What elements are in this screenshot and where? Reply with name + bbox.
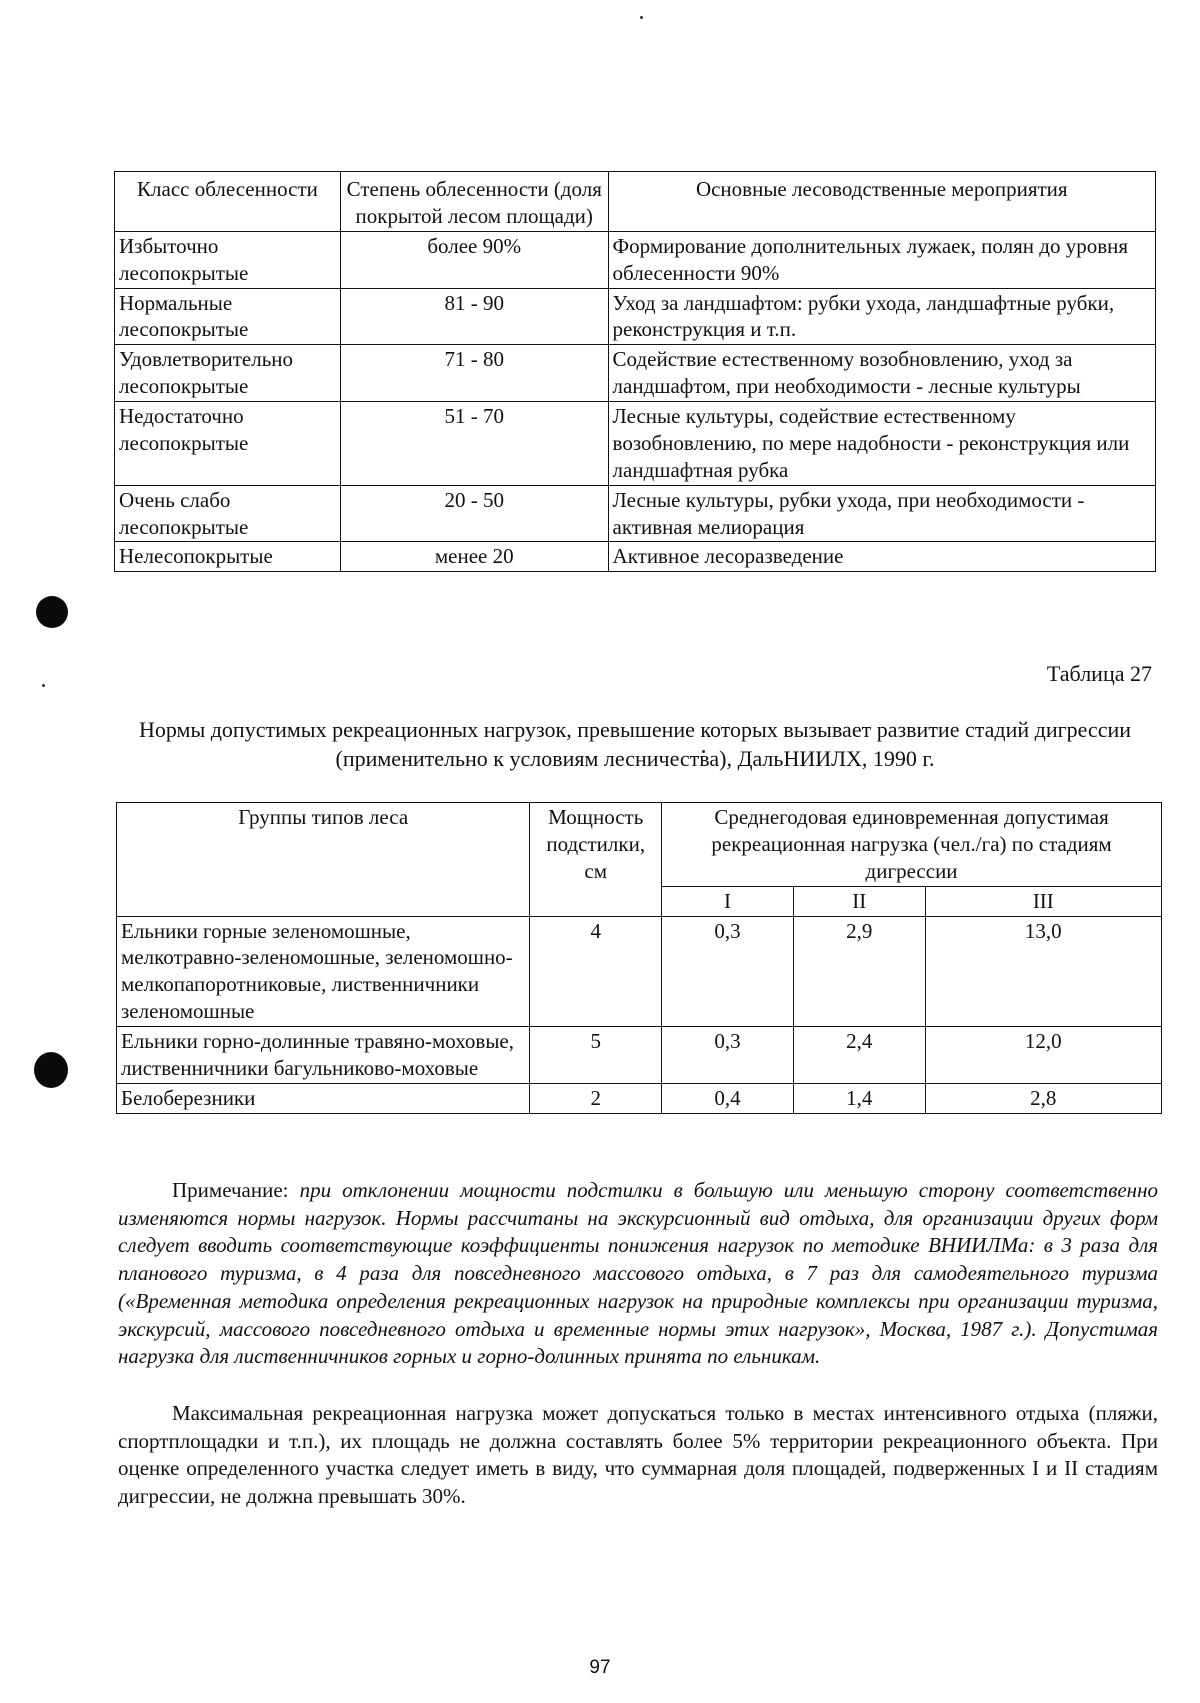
table-row	[115, 288, 1156, 345]
table-header-cell: Основные лесоводственные мероприятия	[608, 172, 1155, 232]
table-header-cell: Среднегодовая единовременная допустимая рекреационная нагрузка (чел./га) по стадиям дигрессии	[662, 803, 1162, 887]
table-note	[118, 1177, 1158, 1371]
table-row	[117, 916, 1162, 1027]
table-cell: 51 - 70	[340, 402, 608, 486]
table-number: Таблица 27	[1046, 661, 1152, 686]
table-cell: 0,4	[662, 1083, 794, 1113]
table-cell: Содействие естественному возобновлению, уход за ландшафтом, при необходимости - лесные культуры	[608, 345, 1155, 402]
table-cell: 2,4	[793, 1027, 925, 1084]
table-cell: 71 - 80	[340, 345, 608, 402]
table-cell: менее 20	[340, 542, 608, 572]
table-row	[115, 345, 1156, 402]
table-cell: 5	[530, 1027, 662, 1084]
table-title: Нормы допустимых рекреационных нагрузок, превышение которых вызывает развитие стадий дигрессии (применительно к условиям лесничества), ДальНИИЛХ, 1990 г.	[138, 717, 1132, 771]
table-cell: 0,3	[662, 916, 794, 1027]
table-cell: Недостаточно лесопокрытые	[115, 402, 341, 486]
scan-speck	[640, 16, 643, 19]
body-paragraph: Максимальная рекреационная нагрузка может допускаться только в местах интенсивного отдыха (пляжи, спортплощадки и т.п.), их площадь не должна составлять более 5% территории рекреационного объекта. При оценке определенного участка следует иметь в виду, что суммарная доля площадей, подверженных I и II стадиям дигрессии, не должна превышать 30%.	[118, 1401, 1158, 1509]
punch-hole-mark	[36, 596, 68, 628]
table-row	[115, 485, 1156, 542]
table-cell: Формирование дополнительных лужаек, полян до уровня облесенности 90%	[608, 231, 1155, 288]
table-cell: Ельники горно-долинные травяно-моховые, лиственничники багульниково-моховые	[117, 1027, 530, 1084]
table-cell: Лесные культуры, содействие естественному возобновлению, по мере надобности - реконструкция или ландшафтная рубка	[608, 402, 1155, 486]
forest-cover-table	[114, 171, 1156, 572]
table-header-cell: Степень облесенности (доля покрытой лесом площади)	[340, 172, 608, 232]
table-cell: 12,0	[925, 1027, 1161, 1084]
table-cell: Активное лесоразведение	[608, 542, 1155, 572]
stage-header: III	[925, 886, 1161, 916]
stage-header: I	[662, 886, 794, 916]
table-cell: 81 - 90	[340, 288, 608, 345]
table-header-row	[117, 803, 1162, 887]
table-cell: Уход за ландшафтом: рубки ухода, ландшафтные рубки, реконструкция и т.п.	[608, 288, 1155, 345]
table-cell: Нелесопокрытые	[115, 542, 341, 572]
table-row	[115, 402, 1156, 486]
note-text: при отклонении мощности подстилки в большую или меньшую сторону соответственно изменяются нормы нагрузок. Нормы рассчитаны на экскурсионный вид отдыха, для организации других форм следует вводить соответствующие коэффициенты понижения нагрузок по методике ВНИИЛМа: в 3 раза для планового туризма, в 4 раза для повседневного массового отдыха, в 7 раз для самодеятельного туризма («Временная методика определения рекреационных нагрузок на природные комплексы при организации туризма, экскурсий, массового повседневного отдыха и временные нормы этих нагрузок», Москва, 1987 г.). Допустимая нагрузка для лиственничников горных и горно-долинных принята по ельникам.	[118, 1178, 1158, 1369]
table-cell: 4	[530, 916, 662, 1027]
table-header-cell: Класс облесенности	[115, 172, 341, 232]
table-cell: более 90%	[340, 231, 608, 288]
table-cell: 13,0	[925, 916, 1161, 1027]
table-row	[117, 1027, 1162, 1084]
table-header-cell: Мощность подстилки, см	[530, 803, 662, 917]
note-label: Примечание:	[172, 1178, 289, 1202]
table-cell: 0,3	[662, 1027, 794, 1084]
table-row	[115, 542, 1156, 572]
table-cell: 20 - 50	[340, 485, 608, 542]
table-cell: Лесные культуры, рубки ухода, при необходимости - активная мелиорация	[608, 485, 1155, 542]
table-row	[117, 1083, 1162, 1113]
stage-header: II	[793, 886, 925, 916]
table-cell: Белоберезники	[117, 1083, 530, 1113]
table-cell: 2	[530, 1083, 662, 1113]
table-cell: Очень слабо лесопокрытые	[115, 485, 341, 542]
recreational-load-table	[116, 802, 1162, 1114]
table-header-cell: Группы типов леса	[117, 803, 530, 917]
table-header-row	[115, 172, 1156, 232]
table-cell: Избыточно лесопокрытые	[115, 231, 341, 288]
table-cell: Нормальные лесопокрытые	[115, 288, 341, 345]
table-cell: 2,8	[925, 1083, 1161, 1113]
table-cell: Удовлетворительно лесопокрытые	[115, 345, 341, 402]
scan-speck	[42, 684, 45, 687]
table-row	[115, 231, 1156, 288]
table-cell: 2,9	[793, 916, 925, 1027]
table-cell: Ельники горные зеленомошные, мелкотравно-зеленомошные, зеленомошно-мелкопапоротниковые, лиственничники зеленомошные	[117, 916, 530, 1027]
punch-hole-mark	[34, 1052, 68, 1088]
page-number: 97	[589, 1657, 611, 1678]
table-cell: 1,4	[793, 1083, 925, 1113]
